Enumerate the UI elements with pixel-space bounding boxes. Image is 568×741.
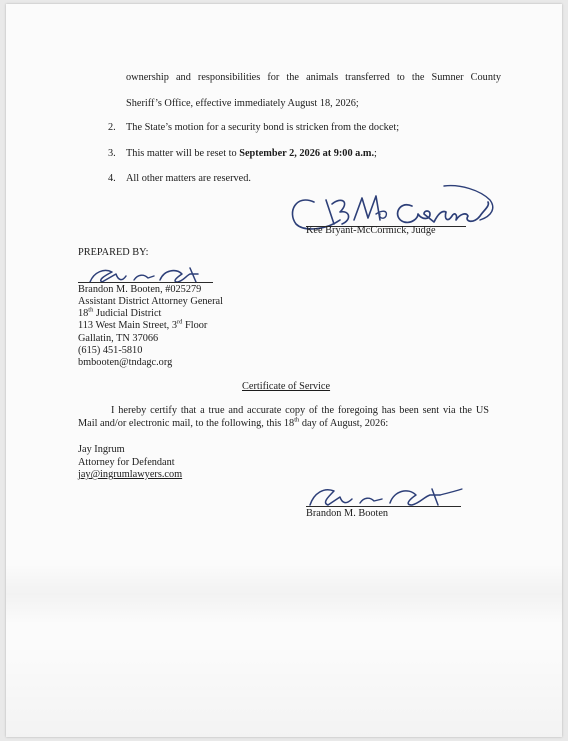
item-4-number: 4. — [108, 173, 116, 184]
document-page — [6, 4, 562, 737]
preparer-email: bmbooten@tndagc.org — [78, 357, 173, 368]
certificate-signer-name: Brandon M. Booten — [306, 508, 389, 519]
recipient-name: Jay Ingrum — [78, 444, 125, 455]
preparer-city: Gallatin, TN 37066 — [78, 333, 159, 344]
certificate-text-line-2: Mail and/or electronic mail, to the following, this 18th day of August, 2026: — [78, 416, 389, 429]
preparer-district: 18th Judicial District — [78, 306, 162, 319]
certificate-signature-line — [306, 506, 461, 507]
reset-date: September 2, 2026 at 9:00 a.m. — [239, 148, 375, 159]
preparer-name: Brandon M. Booten, #025279 — [78, 284, 202, 295]
preparer-title: Assistant District Attorney General — [78, 296, 223, 307]
item-4-text: All other matters are reserved. — [126, 173, 251, 184]
item-1-continuation-line-1: ownership and responsibilities for the animals transferred to the Sumner County — [126, 72, 501, 83]
recipient-email-link[interactable]: jay@ingrumlawyers.com — [78, 469, 183, 480]
certificate-heading: Certificate of Service — [242, 381, 331, 392]
item-3-text: This matter will be reset to September 2, 2026 at 9:00 a.m.; — [126, 148, 377, 159]
certificate-text-line-1: I hereby certify that a true and accurate copy of the foregoing has been sent via the US — [111, 405, 489, 416]
item-3-number: 3. — [108, 148, 116, 159]
preparer-signature-line — [78, 282, 213, 283]
scan-shading — [6, 644, 562, 737]
recipient-title: Attorney for Defendant — [78, 457, 175, 468]
scan-shading — [6, 564, 562, 624]
item-2-text: The State’s motion for a security bond is stricken from the docket; — [126, 122, 400, 133]
item-2-number: 2. — [108, 122, 116, 133]
preparer-street: 113 West Main Street, 3rd Floor — [78, 318, 208, 331]
judge-name: Kee Bryant-McCormick, Judge — [306, 225, 436, 236]
item-1-continuation-line-2: Sheriff’s Office, effective immediately August 18, 2026; — [126, 98, 359, 109]
preparer-phone: (615) 451-5810 — [78, 345, 143, 356]
prepared-by-label: PREPARED BY: — [78, 247, 149, 258]
